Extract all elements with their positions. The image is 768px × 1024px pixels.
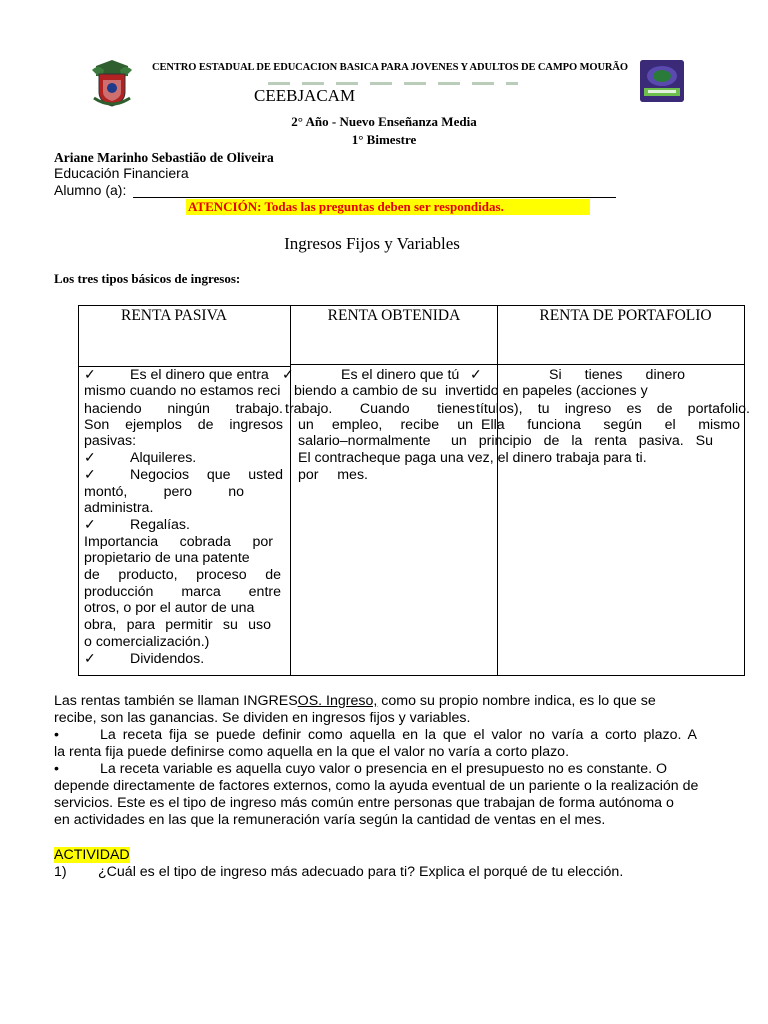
earned-line-3: trabajo. Cuando tienes bbox=[285, 401, 475, 417]
portfolio-line-4: Ella funciona según el mismo bbox=[481, 417, 740, 433]
check-icon: ✓ bbox=[84, 450, 96, 466]
bullet-variable-1: • La receta variable es aquella cuyo valor o presencia en el presupuesto no es constante. O bbox=[54, 761, 668, 777]
earned-line-1: ✓ Es el dinero que tú bbox=[282, 367, 460, 383]
passive-line-5: pasivas: bbox=[84, 433, 137, 449]
document-title: Ingresos Fijos y Variables bbox=[284, 234, 460, 253]
passive-line-1: ✓ Es el dinero que entra bbox=[84, 367, 269, 383]
earned-line-2: biendo a cambio de su bbox=[294, 383, 437, 399]
royalty-line: obra, para permitir su uso bbox=[84, 617, 271, 633]
check-icon: ✓ bbox=[84, 517, 96, 533]
school-short-name: CEEBJACAM bbox=[254, 86, 356, 105]
check-icon: ✓ bbox=[470, 367, 482, 383]
question-text: ¿Cuál es el tipo de ingreso más adecuado para ti? Explica el porqué de tu elección. bbox=[98, 864, 624, 880]
portfolio-line-3: títulos), tu ingreso es de portafolio. bbox=[476, 401, 750, 417]
passive-line-4: Son ejemplos de ingresos bbox=[84, 417, 283, 433]
header-renta-obtenida: RENTA OBTENIDA bbox=[327, 307, 461, 324]
passive-item-rentals: ✓ Alquileres. bbox=[84, 450, 197, 466]
body-paragraph-1-line-2: recibe, son las ganancias. Se dividen en ingresos fijos y variables. bbox=[54, 710, 471, 726]
student-label: Alumno (a): bbox=[54, 182, 127, 198]
attention-banner: ATENCIÓN: Todas las preguntas deben ser respondidas. bbox=[186, 199, 590, 215]
header-renta-pasiva: RENTA PASIVA bbox=[120, 307, 227, 324]
royalty-line: de producto, proceso de bbox=[84, 567, 281, 583]
table-divider bbox=[497, 305, 498, 676]
royalty-line: producción marca entre bbox=[84, 584, 281, 600]
activity-section bbox=[54, 847, 704, 881]
check-icon: ✓ bbox=[84, 651, 96, 667]
header-renta-portafolio: RENTA DE PORTAFOLIO bbox=[539, 307, 712, 324]
earned-line-4: un empleo, recibe un bbox=[298, 417, 473, 433]
passive-line-2: mismo cuando no estamos reci bbox=[84, 383, 281, 399]
passive-item-royalties: ✓ Regalías. bbox=[84, 517, 190, 533]
passive-line-3: haciendo ningún trabajo. bbox=[84, 401, 283, 417]
bullet-fixed-1: • La receta fija se puede definir como aquella en la que el valor no varía a corto plazo. A bbox=[54, 727, 697, 743]
body-paragraph-1: Las rentas también se llaman INGRESOS. Ingreso, como su propio nombre indica, es lo que se bbox=[54, 693, 656, 709]
activity-label: ACTIVIDAD bbox=[54, 847, 130, 863]
decorative-line bbox=[268, 82, 518, 85]
passive-item-business-3: administra. bbox=[84, 500, 154, 516]
earned-line-7: por mes. bbox=[298, 467, 368, 483]
question-1 bbox=[54, 864, 704, 881]
earned-line-6: El contracheque paga bbox=[298, 450, 437, 466]
table-divider bbox=[290, 364, 745, 365]
bullet-variable-4: en actividades en las que la remuneración varía según la cantidad de ventas en el mes. bbox=[54, 812, 606, 828]
passive-item-business-2: montó, pero no bbox=[84, 484, 244, 500]
bullet-variable-3: servicios. Este es el tipo de ingreso más común entre personas que trabajan de forma autónoma o bbox=[54, 795, 674, 811]
table-divider bbox=[290, 305, 291, 676]
portfolio-line-5: un principio de la renta pasiva. Su bbox=[451, 433, 713, 449]
body-section bbox=[54, 693, 704, 829]
student-name-field[interactable] bbox=[133, 197, 616, 198]
question-number: 1) bbox=[54, 864, 67, 880]
check-icon: ✓ bbox=[84, 467, 96, 483]
bullet-fixed-2: la renta fija puede definirse como aquella en la que el valor no varía a corto plazo. bbox=[54, 744, 570, 760]
earned-line-5: salario–normalmente bbox=[298, 433, 431, 449]
bullet-icon: • bbox=[54, 727, 59, 743]
royalty-line: Importancia cobrada por bbox=[84, 534, 273, 550]
check-icon: ✓ bbox=[282, 367, 294, 383]
passive-item-dividends: ✓ Dividendos. bbox=[84, 651, 205, 667]
intro-text: Los tres tipos básicos de ingresos: bbox=[54, 271, 241, 286]
bullet-icon: • bbox=[54, 761, 59, 777]
coat-of-arms-icon bbox=[90, 58, 134, 108]
portfolio-line-6: una vez, el dinero trabaja para ti. bbox=[440, 450, 647, 466]
term-line: 1° Bimestre bbox=[351, 132, 417, 147]
royalty-line: otros, o por el autor de una bbox=[84, 600, 255, 616]
royalty-line: propietario de una patente bbox=[84, 550, 250, 566]
grade-line: 2° Año - Nuevo Enseñanza Media bbox=[291, 114, 477, 129]
school-name: CENTRO ESTADUAL DE EDUCACION BASICA PARA JOVENES Y ADULTOS DE CAMPO MOURÃO bbox=[152, 62, 628, 73]
check-icon: ✓ bbox=[84, 367, 96, 383]
passive-item-business: ✓ Negocios que usted bbox=[84, 467, 283, 483]
subject-name: Educación Financiera bbox=[54, 165, 189, 181]
portfolio-line-1: Si tienes dinero bbox=[549, 367, 685, 383]
bullet-variable-2: depende directamente de factores externos, como la ayuda eventual de un pariente o la realización de bbox=[54, 778, 699, 794]
school-badge-icon bbox=[640, 60, 684, 102]
royalty-line: o comercialización.) bbox=[84, 634, 210, 650]
teacher-name: Ariane Marinho Sebastião de Oliveira bbox=[54, 150, 274, 165]
portfolio-line-2: invertido en papeles (acciones y bbox=[445, 383, 648, 399]
